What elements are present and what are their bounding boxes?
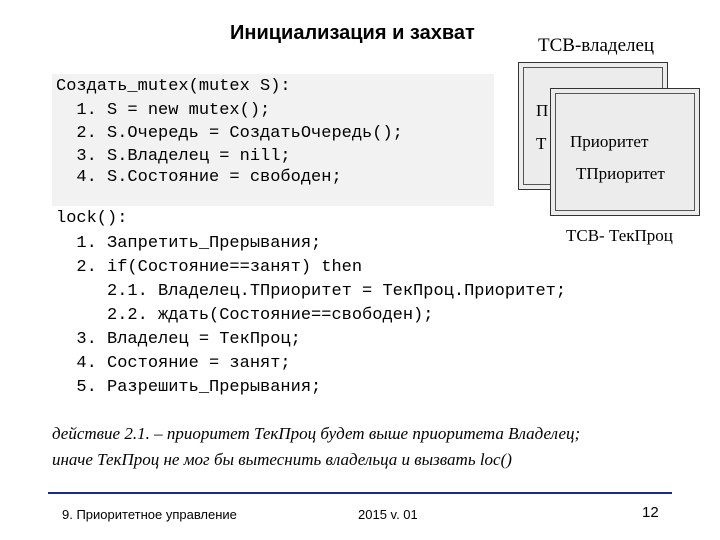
tcb-owner-label: TCB-владелец [538, 35, 655, 56]
tcb-current-box [550, 88, 700, 216]
footer-version: 2015 v. 01 [358, 507, 418, 522]
lock-code-line: 2.2. ждать(Состояние==свободен); [56, 306, 434, 325]
tcb-owner-priority-label: П [536, 101, 549, 120]
note-line-1: действие 2.1. – приоритет ТекПроц будет выше приоритета Владелец; [52, 424, 581, 443]
tcb-current-label: TCB- ТекПроц [566, 226, 673, 245]
lock-code-line: 4. Состояние = занят; [56, 354, 291, 373]
lock-code-line: lock(): [56, 209, 128, 228]
footer-section-title: 9. Приоритетное управление [62, 507, 237, 522]
lock-code-line: 2.1. Владелец.TПриоритет = ТекПроц.Приоритет; [56, 282, 567, 301]
note-line-2: иначе ТекПроц не мог бы вытеснить владельца и вызвать loc() [52, 450, 512, 469]
init-code-line: 1. S = new mutex(); [56, 101, 271, 120]
tcb-current-priority-label: Приоритет [570, 132, 649, 151]
init-code-line: Создать_mutex(mutex S): [56, 77, 291, 96]
page-number: 12 [642, 504, 659, 521]
footer-divider [48, 492, 672, 494]
init-code-line: 2. S.Очередь = СоздатьОчередь(); [56, 124, 403, 143]
lock-code-line: 5. Разрешить_Прерывания; [56, 378, 322, 397]
tcb-current-tpriority-label: TПриоритет [576, 164, 665, 183]
lock-code-line: 2. if(Состояние==занят) then [56, 258, 363, 277]
lock-code-line: 1. Запретить_Прерывания; [56, 234, 322, 253]
lock-code-line: 3. Владелец = ТекПроц; [56, 330, 301, 349]
init-code-line: 4. S.Состояние = свободен; [56, 168, 342, 187]
slide-title: Инициализация и захват [230, 22, 475, 44]
init-code-line: 3. S.Владелец = nill; [56, 147, 291, 166]
tcb-owner-tpriority-label: Т [536, 134, 547, 153]
tcb-current-inner-frame [555, 93, 695, 211]
